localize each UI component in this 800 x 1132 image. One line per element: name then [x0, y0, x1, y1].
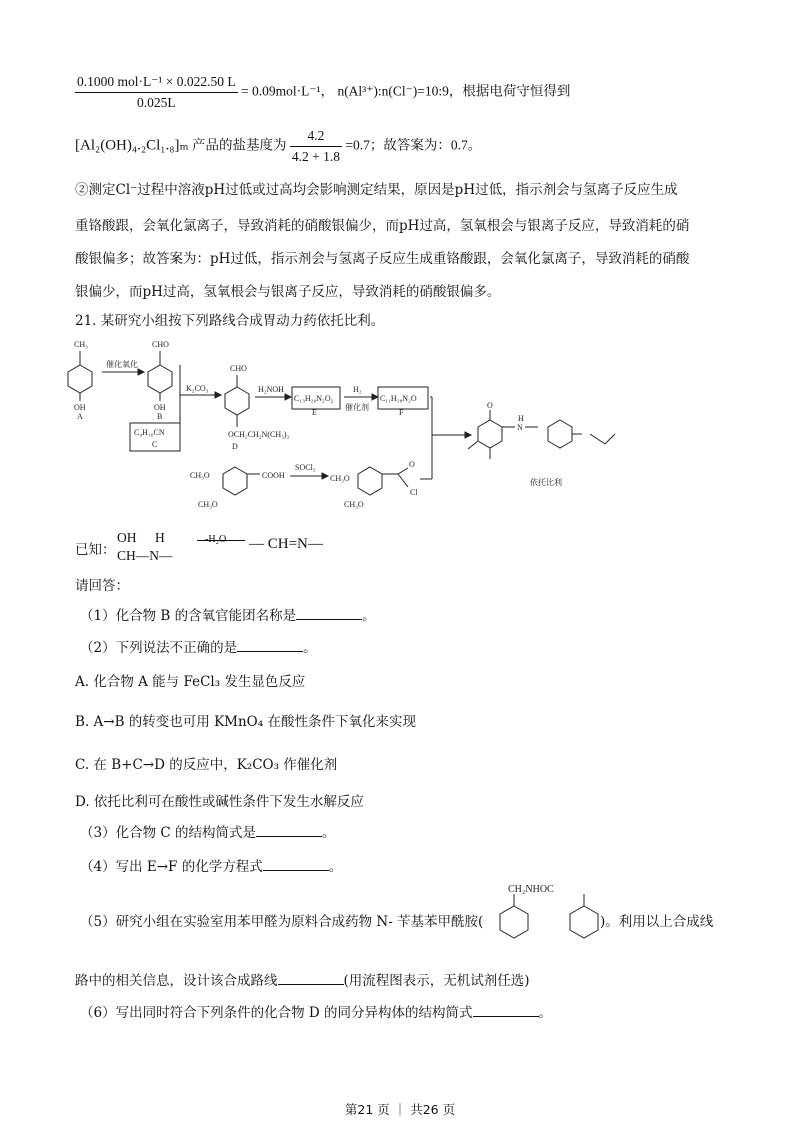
salt-numerator: 4.2	[290, 126, 342, 147]
d-substituent: CHO	[230, 364, 247, 373]
acyl-cl: Cl	[410, 488, 418, 497]
calc-ratio: n(Al³⁺):n(Cl⁻)=10:9，根据电荷守恒得到	[337, 83, 571, 99]
calc-line	[75, 72, 740, 120]
b-oh: OH	[154, 403, 166, 412]
question-5-line2-text: 路中的相关信息，设计该合成路线	[75, 973, 278, 989]
known-h: H	[155, 530, 165, 545]
question-4-end: 。	[328, 859, 343, 875]
e-label: E	[312, 408, 317, 417]
ask-label: 请回答：	[75, 578, 129, 594]
question-5-line2-end: (用流程图表示，无机试剂任选)	[343, 973, 530, 989]
option-d: D. 依托比利可在酸性或碱性条件下发生水解反应	[75, 794, 364, 810]
question-5-line-2	[75, 970, 740, 991]
explain-line-3: 酸银偏多；故答案为：pH过低，指示剂会与氢离子反应生成重铬酸跟，会氧化氯离子，导致消耗的硝酸	[75, 251, 690, 267]
question-6	[80, 1002, 740, 1023]
question-1	[80, 605, 740, 626]
calc-fraction	[75, 72, 238, 113]
question-5-end: )。利用以上合成线	[600, 914, 714, 930]
question-2-text: （2）下列说法不正确的是	[80, 640, 238, 656]
question-2	[80, 637, 740, 658]
c-label: C	[152, 440, 158, 449]
benzylbenzamide-linker: CH₂NHOC	[508, 884, 554, 895]
salt-text: 产品的盐基度为	[192, 137, 287, 153]
known-left: CH—N—	[117, 548, 173, 563]
known-line	[75, 528, 740, 564]
question-3-text: （3）化合物 C 的结构简式是	[80, 825, 257, 841]
b-label: B	[157, 412, 163, 421]
product-h: H	[518, 414, 524, 423]
product-carbonyl-o: O	[487, 401, 493, 410]
b-substituent: CHO	[152, 340, 169, 349]
question-2-end: 。	[303, 640, 317, 656]
salt-formula: [Al₂(OH)₄.₂Cl₁.₈]ₘ	[75, 137, 189, 154]
acid-ome-1: CH₃O	[190, 471, 210, 480]
salt-fraction	[290, 126, 342, 167]
question-21-title: 21. 某研究小组按下列路线合成胃动力药依托比利。	[75, 313, 385, 329]
product-n: N	[517, 423, 523, 432]
acid-cooh: COOH	[262, 471, 285, 480]
calc-numerator: 0.1000 mol·L⁻¹ × 0.022.50 L	[75, 72, 238, 93]
known-arrow-icon	[197, 540, 245, 541]
e-formula: C₁₃H₂₀N₂O₂	[294, 394, 334, 403]
question-1-end: 。	[362, 608, 376, 624]
question-4-text: （4）写出 E→F 的化学方程式	[80, 859, 263, 875]
h2-reagent: H₂	[353, 385, 362, 394]
known-right: — CH=N—	[249, 536, 323, 552]
explain-line-2: 重铬酸跟，会氧化氯离子，导致消耗的硝酸银偏少，而pH过高，氢氧根会与银离子反应，导致消耗的硝	[75, 218, 690, 234]
d-chain: OCH₂CH₂N(CH₃)₂	[228, 430, 290, 439]
synthesis-scheme	[60, 335, 740, 515]
k2co3-condition: K₂CO₃	[186, 384, 209, 393]
question-6-end: 。	[538, 1005, 552, 1021]
a-substituent: CH₃	[74, 340, 88, 349]
answer-blank-4[interactable]	[263, 856, 329, 871]
arrow1-condition: 催化氧化	[106, 360, 138, 369]
answer-blank-1[interactable]	[296, 605, 362, 620]
benzylbenzamide-structure	[492, 880, 617, 942]
d-label: D	[232, 442, 238, 451]
f-formula: C₁₁H₁₈N₂O	[380, 394, 417, 403]
catalyst-label: 催化剂	[345, 403, 369, 412]
salt-line	[75, 126, 740, 170]
calc-result: = 0.09mol·L⁻¹，	[241, 83, 335, 99]
question-6-text: （6）写出同时符合下列条件的化合物 D 的同分异构体的结构简式	[80, 1005, 473, 1021]
question-3	[80, 822, 740, 843]
salt-denominator: 4.2 + 1.8	[291, 149, 341, 164]
socl2-reagent: SOCl₂	[295, 463, 316, 472]
answer-blank-3[interactable]	[256, 822, 322, 837]
answer-blank-6[interactable]	[473, 1002, 539, 1017]
a-oh: OH	[74, 403, 86, 412]
question-5	[80, 880, 740, 940]
acyl-o: O	[409, 460, 415, 469]
salt-result: =0.7；故答案为：0.7。	[345, 137, 482, 153]
known-label: 已知：	[75, 542, 116, 558]
option-b: B. A→B 的转变也可用 KMnO₄ 在酸性条件下氧化来实现	[75, 714, 416, 730]
nh2oh-reagent: H₂NOH	[258, 385, 284, 394]
product-label: 依托比利	[530, 478, 562, 487]
option-a: A. 化合物 A 能与 FeCl₃ 发生显色反应	[75, 674, 306, 690]
acyl-ome-2: CH₃O	[344, 500, 364, 509]
calc-denominator: 0.025L	[137, 95, 176, 110]
option-c: C. 在 B+C→D 的反应中，K₂CO₃ 作催化剂	[75, 757, 338, 773]
explain-line-1: ②测定Cl⁻过程中溶液pH过低或过高均会影响测定结果，原因是pH过低，指示剂会与氢离子反应生成	[75, 182, 678, 198]
f-label: F	[399, 408, 404, 417]
explain-line-4: 银偏少，而pH过高，氢氧根会与银离子反应，导致消耗的硝酸银偏多。	[75, 284, 501, 300]
acyl-ome-1: CH₃O	[330, 474, 350, 483]
known-condition: -H₂O	[205, 534, 227, 545]
answer-blank-2[interactable]	[237, 637, 303, 652]
question-4	[80, 856, 740, 877]
acid-ome-2: CH₃O	[198, 500, 218, 509]
c-formula: C₄H₁₀CN	[134, 428, 165, 437]
question-5-text: （5）研究小组在实验室用苯甲醛为原料合成药物 N- 苄基苯甲酰胺(	[80, 914, 484, 930]
question-1-text: （1）化合物 B 的含氧官能团名称是	[80, 608, 297, 624]
a-label: A	[77, 412, 83, 421]
page-footer: 第21 页 ｜ 共26 页	[344, 1102, 456, 1117]
answer-blank-5[interactable]	[278, 970, 344, 985]
known-oh: OH	[117, 530, 137, 545]
question-3-end: 。	[322, 825, 336, 841]
